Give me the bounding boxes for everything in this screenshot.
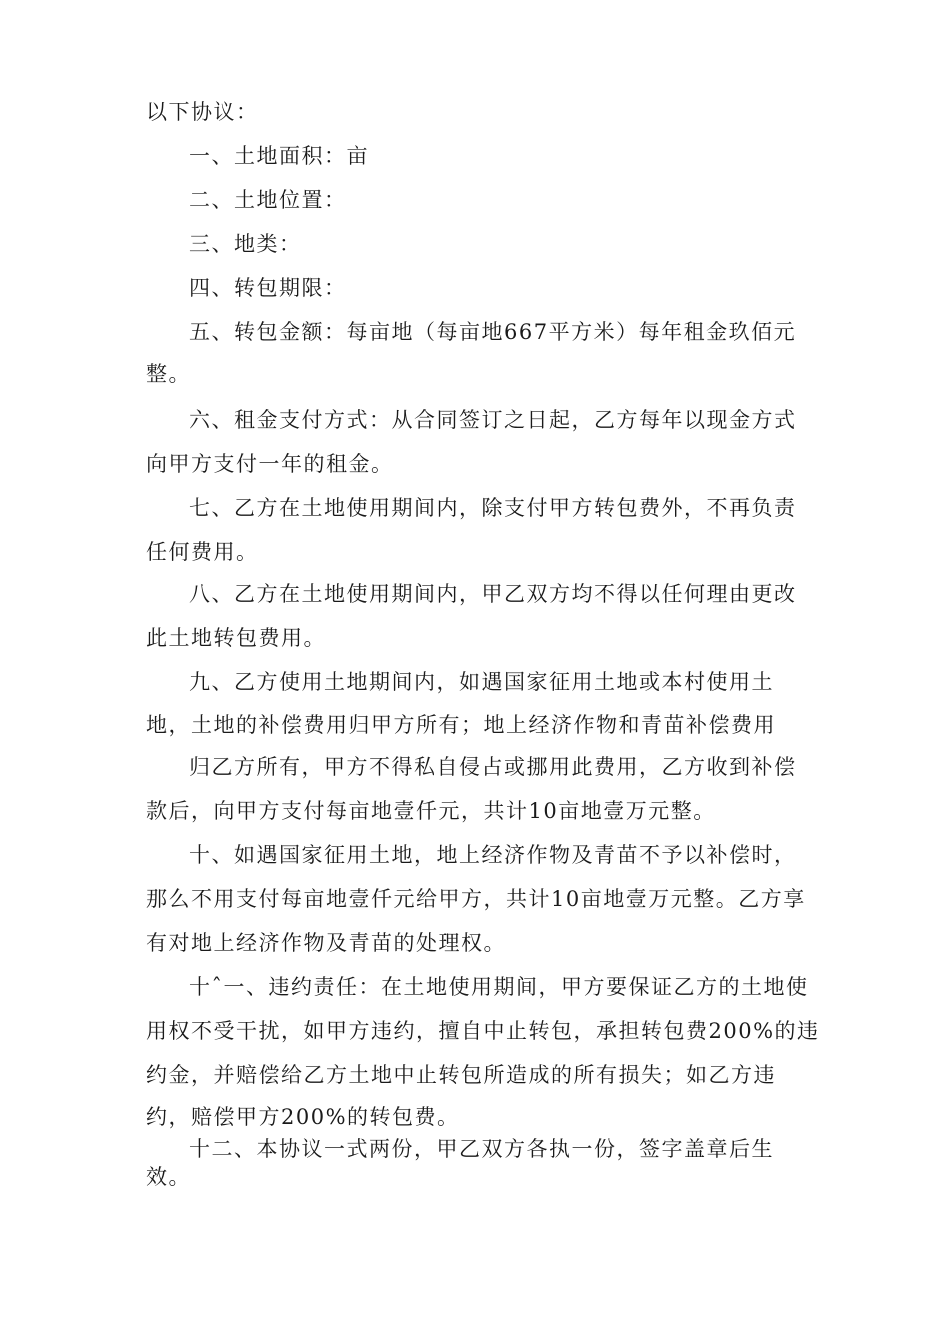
clause-9-compensation-cont-2: 归乙方所有，甲方不得私自侵占或挪用此费用，乙方收到补偿: [189, 755, 797, 779]
clause-11-breach-cont-2: 约金，并赔偿给乙方土地中止转包所造成的所有损失；如乙方违: [146, 1063, 776, 1087]
clause-10-requisition-cont: 那么不用支付每亩地壹仟元给甲方，共计10亩地壹万元整。乙方享: [146, 887, 806, 911]
clause-7-fees: 七、乙方在土地使用期间内，除支付甲方转包费外，不再负责: [189, 496, 797, 520]
clause-8-no-change: 八、乙方在土地使用期间内，甲乙双方均不得以任何理由更改: [189, 582, 797, 606]
clause-11-breach-cont-3: 约，赔偿甲方200%的转包费。: [146, 1105, 460, 1129]
clause-6-payment: 六、租金支付方式：从合同签订之日起，乙方每年以现金方式: [189, 408, 797, 432]
clause-6-payment-cont: 向甲方支付一年的租金。: [146, 452, 394, 476]
clause-4-term: 四、转包期限：: [189, 276, 347, 300]
clause-5-amount: 五、转包金额：每亩地（每亩地667平方米）每年租金玖佰元: [189, 320, 797, 344]
clause-12-copies-cont: 效。: [146, 1165, 191, 1189]
clause-2-land-location: 二、土地位置：: [189, 188, 347, 212]
clause-11-breach: 十ˆ一、违约责任：在土地使用期间，甲方要保证乙方的土地使: [189, 975, 809, 999]
clause-8-no-change-cont: 此土地转包费用。: [146, 626, 326, 650]
clause-10-requisition-cont-2: 有对地上经济作物及青苗的处理权。: [146, 931, 506, 955]
intro-line: 以下协议：: [146, 100, 259, 124]
clause-10-requisition: 十、如遇国家征用土地，地上经济作物及青苗不予以补偿时，: [189, 843, 797, 867]
clause-9-compensation: 九、乙方使用土地期间内，如遇国家征用土地或本村使用土: [189, 670, 774, 694]
clause-1-land-area: 一、土地面积：亩: [189, 144, 369, 168]
clause-3-land-type: 三、地类：: [189, 232, 302, 256]
clause-7-fees-cont: 任何费用。: [146, 540, 259, 564]
clause-5-amount-cont: 整。: [146, 362, 191, 386]
clause-11-breach-cont: 用权不受干扰，如甲方违约，擅自中止转包，承担转包费200%的违: [146, 1019, 820, 1043]
clause-12-copies: 十二、本协议一式两份，甲乙双方各执一份，签字盖章后生: [189, 1137, 774, 1161]
clause-9-compensation-cont-3: 款后，向甲方支付每亩地壹仟元，共计10亩地壹万元整。: [146, 799, 716, 823]
clause-9-compensation-cont: 地，土地的补偿费用归甲方所有；地上经济作物和青苗补偿费用: [146, 713, 776, 737]
